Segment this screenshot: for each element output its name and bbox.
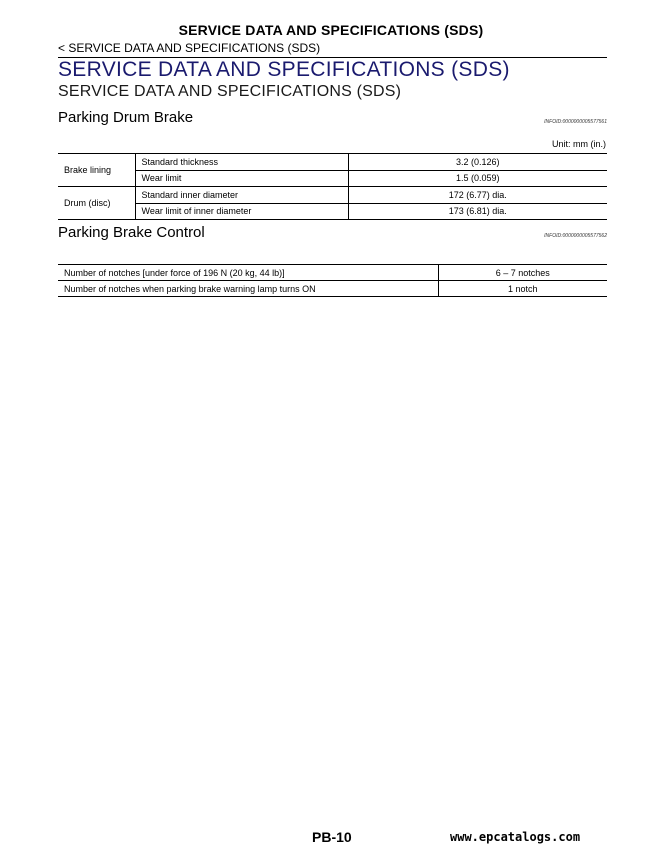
drum-brake-title: Parking Drum Brake bbox=[58, 109, 194, 126]
brake-control-title: Parking Brake Control bbox=[58, 224, 205, 241]
item-cell: Number of notches [under force of 196 N (20 kg, 44 lb)] bbox=[58, 265, 438, 281]
item-cell: Wear limit bbox=[135, 170, 348, 187]
footer-website[interactable]: www.epcatalogs.com bbox=[450, 830, 581, 844]
group-cell: Drum (disc) bbox=[58, 187, 135, 220]
item-cell: Wear limit of inner diameter bbox=[135, 203, 348, 220]
value-cell: 172 (6.77) dia. bbox=[348, 187, 607, 204]
unit-label: Unit: mm (in.) bbox=[552, 139, 606, 149]
table-row bbox=[58, 203, 607, 220]
value-cell: 1.5 (0.059) bbox=[348, 170, 607, 187]
brake-control-info-id: INFOID:0000000005577562 bbox=[544, 233, 607, 239]
table-row bbox=[58, 170, 607, 187]
item-cell: Standard inner diameter bbox=[135, 187, 348, 204]
group-cell: Brake lining bbox=[58, 154, 135, 187]
value-cell: 3.2 (0.126) bbox=[348, 154, 607, 171]
brake-control-table bbox=[58, 264, 607, 297]
section-heading: SERVICE DATA AND SPECIFICATIONS (SDS) bbox=[58, 58, 510, 81]
item-cell: Standard thickness bbox=[135, 154, 348, 171]
drum-brake-info-id: INFOID:0000000005577561 bbox=[544, 119, 607, 125]
page-header-title: SERVICE DATA AND SPECIFICATIONS (SDS) bbox=[178, 22, 484, 38]
table-row bbox=[58, 265, 607, 281]
value-cell: 173 (6.81) dia. bbox=[348, 203, 607, 220]
drum-brake-table bbox=[58, 153, 607, 220]
item-cell: Number of notches when parking brake warning lamp turns ON bbox=[58, 281, 438, 297]
value-cell: 1 notch bbox=[438, 281, 607, 297]
table-row bbox=[58, 281, 607, 297]
table-row bbox=[58, 187, 607, 204]
page-number: PB-10 bbox=[312, 829, 352, 845]
breadcrumb[interactable]: < SERVICE DATA AND SPECIFICATIONS (SDS) bbox=[58, 41, 321, 55]
subsection-heading: SERVICE DATA AND SPECIFICATIONS (SDS) bbox=[58, 83, 402, 100]
value-cell: 6 – 7 notches bbox=[438, 265, 607, 281]
table-row bbox=[58, 154, 607, 171]
